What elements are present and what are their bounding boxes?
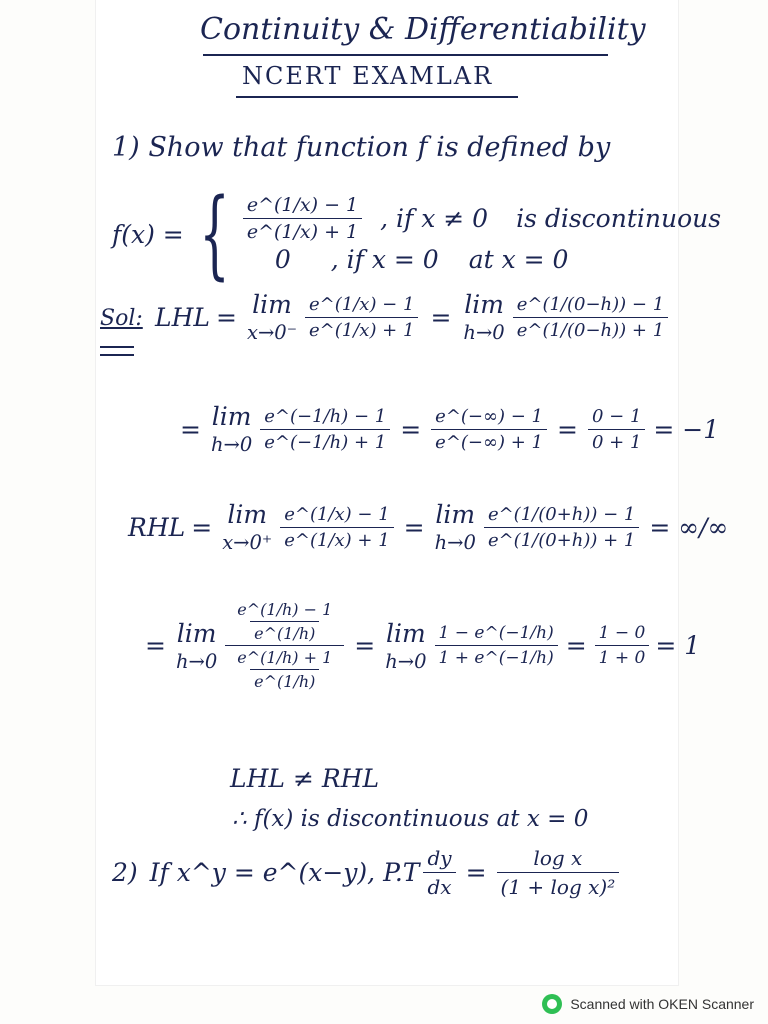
subtitle-underline [236, 96, 518, 98]
function-label: f(x) = [112, 219, 184, 249]
rhl-limit-3: lim h→0 [175, 618, 218, 673]
case-2-value: 0 [274, 245, 291, 274]
case-2-condition: , if x = 0 [330, 245, 439, 274]
case-1-denominator: e^(1/x) + 1 [243, 218, 362, 243]
rhl-compound-bottom: $\frac{e\^{}(1/h) + 1}{e\^{}(1/h)}$ [237, 648, 333, 691]
rhl-step-1: RHL = lim x→0⁺ $\frac{e\^{}(1/x) - 1}{e\^{}(1/x) + 1}$ = lim h→0 $\frac{e\^{}(1/(0+h)) - 1}{e\^{}(1/(0+h)) + 1}$ = ∞/∞ [128, 500, 729, 554]
piecewise-brace: { [199, 178, 230, 290]
lhl-step-2: = lim h→0 $\frac{e\^{}(-1/h) - 1}{e\^{}(-1/h) + 1}$ = $\frac{e\^{}(-\infty) - 1}{e\^{}(-\infty) + 1}$ = $\frac{0 - 1}{0 + 1}$ = −1 [180, 402, 720, 456]
lhl-label: LHL [155, 302, 211, 332]
rhl-fraction-5: $\frac{1 - 0}{1 + 0}$ [595, 623, 650, 668]
rhl-compound-top: $\frac{e\^{}(1/h) - 1}{e\^{}(1/h)}$ [237, 600, 333, 643]
question-1-statement [112, 132, 610, 163]
rhl-limit-2: lim h→0 [434, 500, 476, 554]
rhs-fraction: $\frac{\text{log x}}{\text{(1 + log x)²}}$ [497, 846, 620, 899]
lhl-fraction-4: $\frac{e\^{}(-\infty) - 1}{e\^{}(-\infty) + 1}$ [431, 406, 547, 453]
lhl-fraction-1: $\frac{e\^{}(1/x) - 1}{e\^{}(1/x) + 1}$ [305, 294, 418, 341]
case-2-note: at x = 0 [468, 245, 569, 274]
rhl-result: = 1 [655, 631, 701, 660]
lhl-step-1: LHL = lim x→0⁻ $\frac{e\^{}(1/x) - 1}{e\^{}(1/x) + 1}$ = lim h→0 $\frac{e\^{}(1/(0-h)) - 1}{e\^{}(1/(0-h)) + 1}$ [155, 290, 672, 344]
page-subtitle: NCERT EXAMLAR [242, 62, 494, 90]
rhl-compound-fraction [225, 600, 344, 691]
lhl-fraction-3: $\frac{e\^{}(-1/h) - 1}{e\^{}(-1/h) + 1}$ [260, 406, 390, 453]
rhl-label: RHL [128, 512, 186, 542]
question-1-number: 1) [112, 132, 140, 163]
rhl-limit-1: lim x→0⁺ [222, 500, 273, 554]
question-2-text: If x^y = e^(x−y), P.T [149, 858, 420, 887]
rhl-fraction-4: $\frac{1 - e\^{}(-1/h)}{1 + e\^{}(-1/h)}$ [435, 623, 558, 668]
case-1-numerator: e^(1/x) − 1 [246, 194, 359, 216]
scanner-watermark [542, 994, 754, 1014]
case-1-note: is discontinuous [516, 204, 722, 233]
solution-label: Sol: [100, 306, 143, 331]
rhl-fraction-2: $\frac{e\^{}(1/(0+h)) - 1}{e\^{}(1/(0+h)) + 1}$ [484, 504, 639, 551]
rhl-step-2: = lim h→0 $\frac{\frac{e\^{}(1/h) - 1}{e\^{}(1/h)}}{\frac{e\^{}(1/h) + 1}{e\^{}(1/h)}}$ = lim h→0 $\frac{1 - e\^{}(-1/h)}{1 + e\^{}(-1/h)}$ = $\frac{1 - 0}{1 + 0}$ = 1 [145, 600, 701, 691]
lhl-limit-3: lim h→0 [210, 402, 253, 456]
case-1-condition: , if x ≠ 0 [380, 204, 489, 233]
conclusion: ∴ f(x) is discontinuous at x = 0 [232, 806, 589, 832]
rhl-limit-4: lim h→0 [385, 618, 427, 673]
page-title: Continuity & Differentiability [200, 12, 646, 47]
lhl-limit-1: lim x→0⁻ [246, 290, 298, 344]
question-1-text: Show that function f is defined by [148, 132, 611, 163]
lhl-result: = −1 [653, 414, 720, 444]
rhl-fraction-1: $\frac{e\^{}(1/x) - 1}{e\^{}(1/x) + 1}$ [280, 504, 393, 551]
solution-double-underline [100, 346, 134, 356]
lhl-fraction-2: $\frac{e\^{}(1/(0-h)) - 1}{e\^{}(1/(0-h)) + 1}$ [513, 294, 668, 341]
question-2-number: 2) [112, 858, 138, 887]
title-underline [203, 54, 608, 56]
lhl-limit-2: lim h→0 [463, 290, 505, 344]
dydx-fraction: $\frac{dy}{dx}$ [423, 846, 455, 899]
question-1-definition [112, 178, 722, 290]
lhl-rhl-comparison: LHL ≠ RHL [230, 764, 380, 793]
lhl-fraction-5: $\frac{0 - 1}{0 + 1}$ [588, 406, 645, 453]
rhl-indeterminate: = ∞/∞ [649, 512, 729, 542]
case-1-fraction [243, 194, 362, 243]
oken-logo-icon [542, 994, 562, 1014]
scanner-text: Scanned with OKEN Scanner [570, 996, 754, 1012]
question-2: 2) If x^y = e^(x−y), P.T $\frac{dy}{dx}$ = $\frac{\text{log x}}{\text{(1 + log x)²}}$ [112, 846, 623, 899]
